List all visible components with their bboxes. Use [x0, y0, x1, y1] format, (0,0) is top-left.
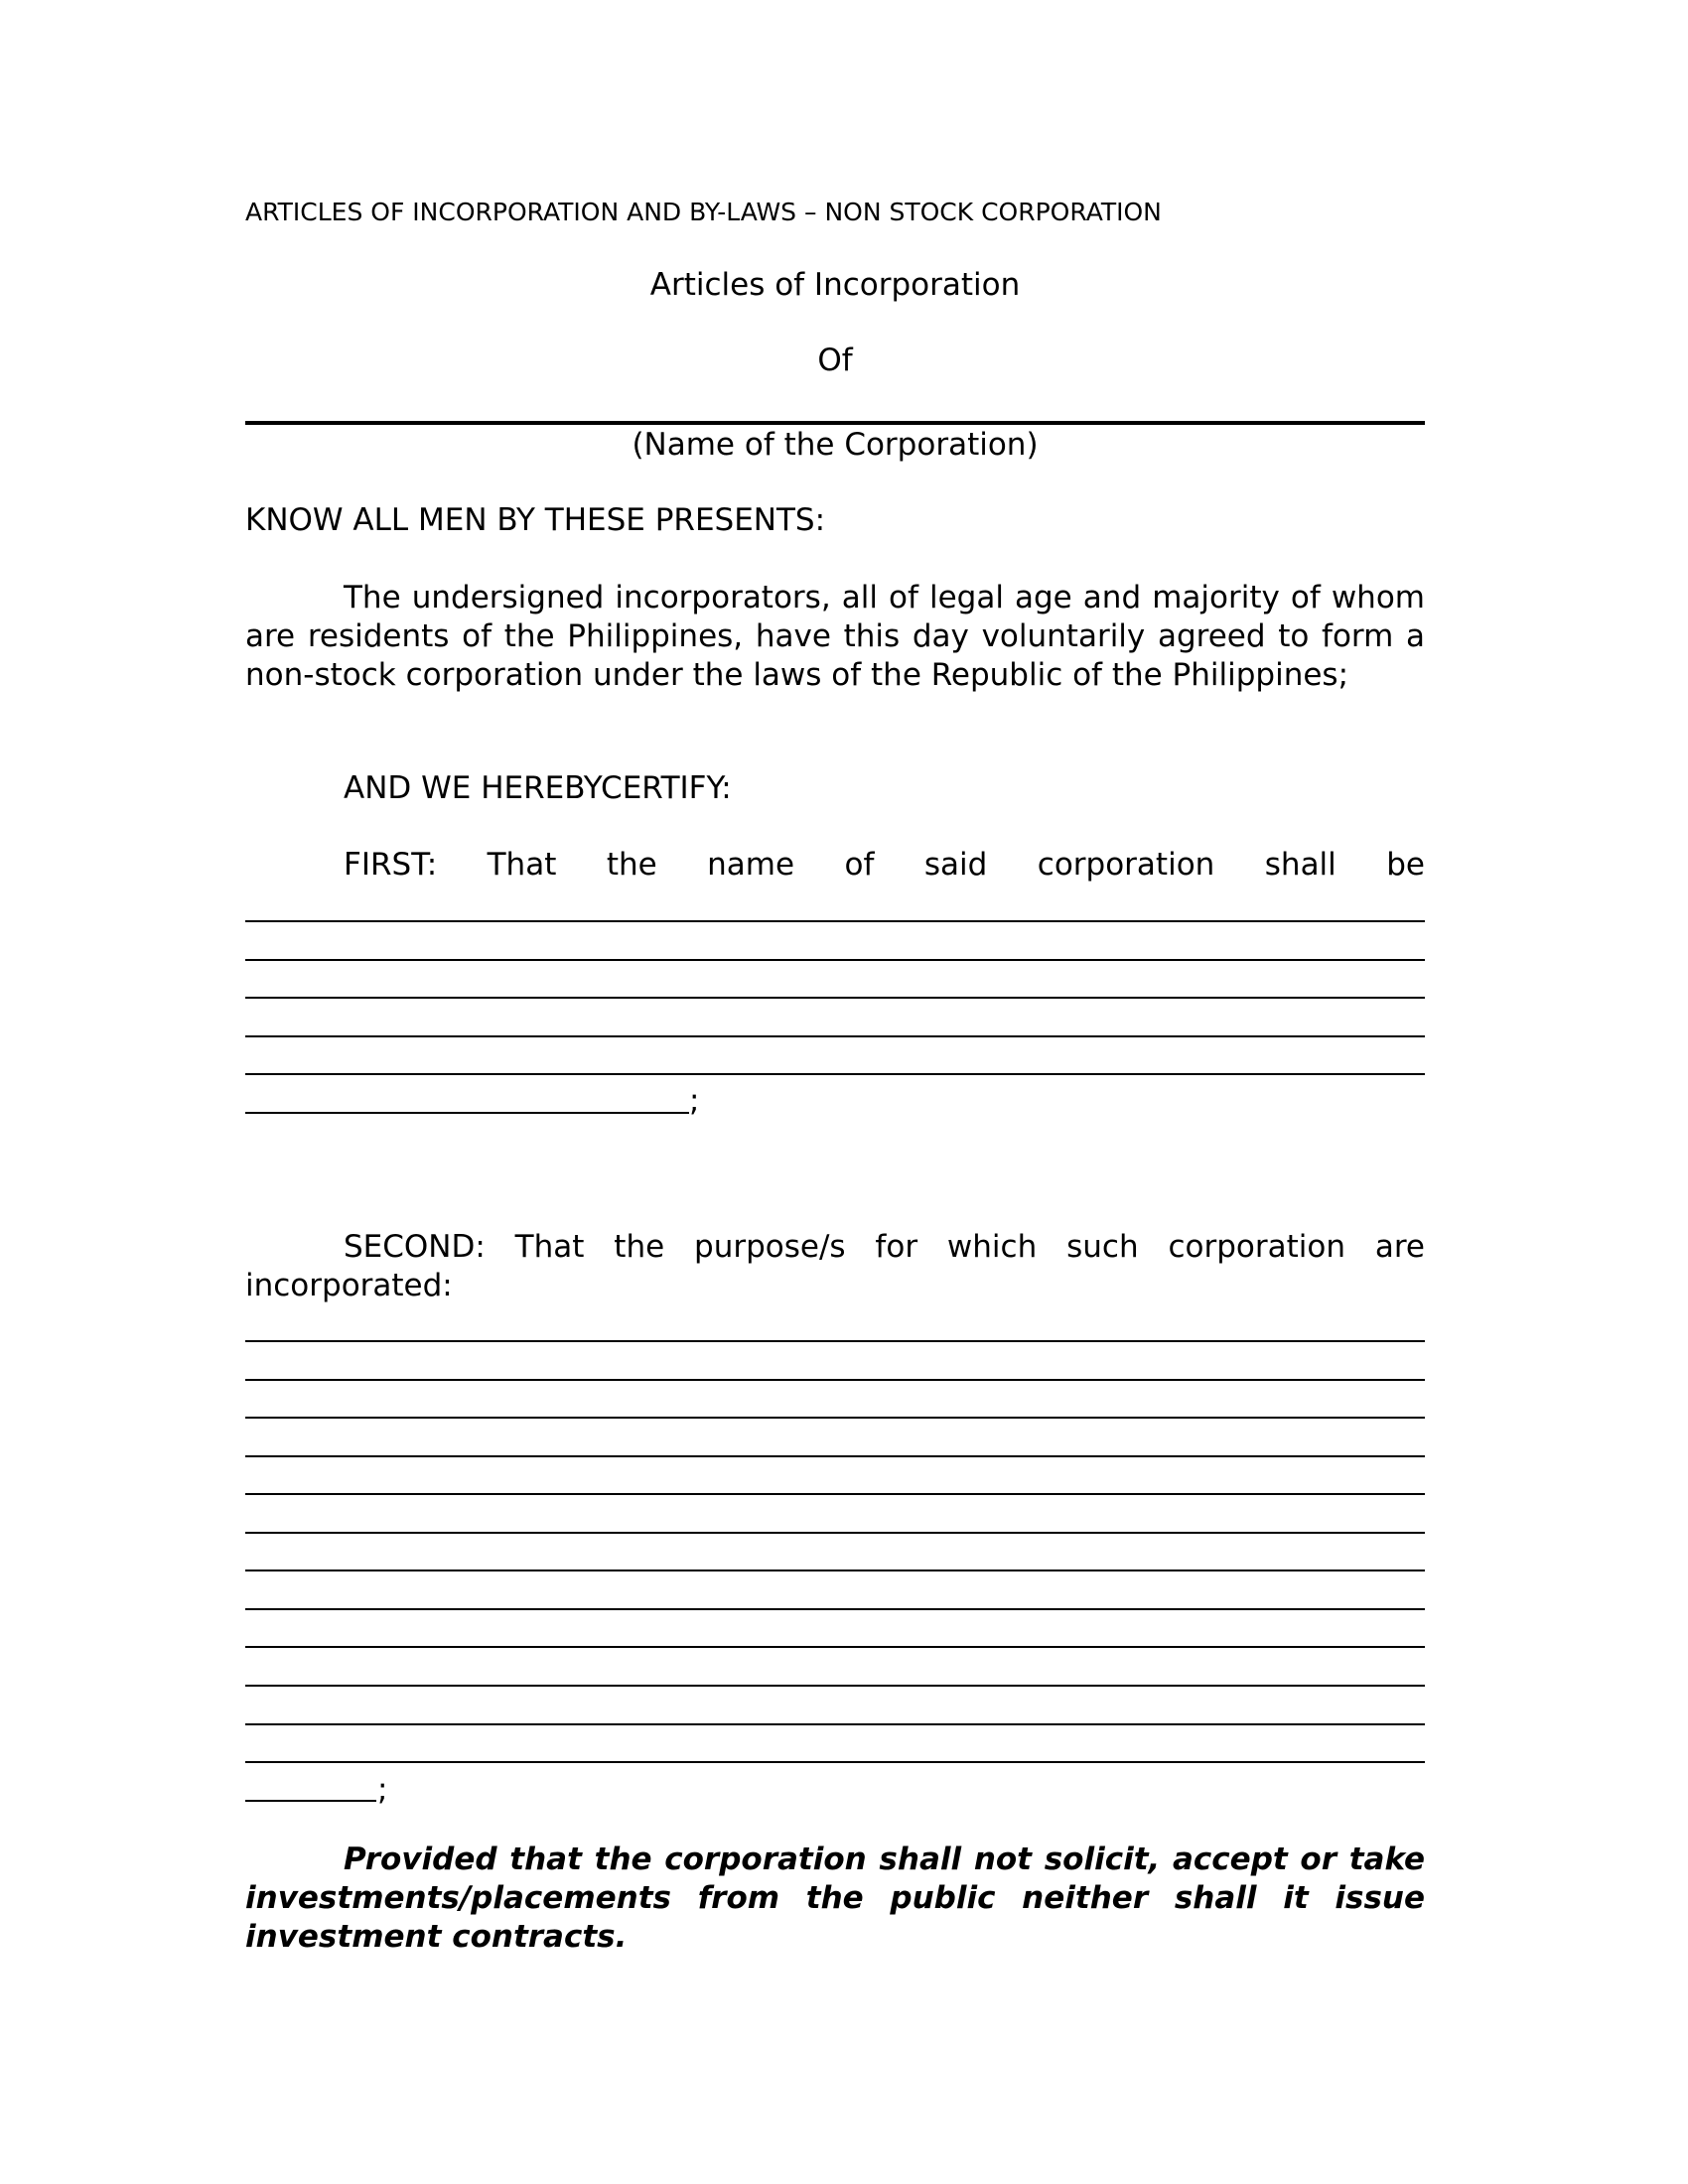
blank-fill-line[interactable]	[245, 997, 1425, 999]
blank-fill-line[interactable]	[245, 1532, 1425, 1534]
first-word: be	[1386, 847, 1425, 883]
blank-fill-line[interactable]	[245, 1073, 1425, 1075]
know-all-men: KNOW ALL MEN BY THESE PRESENTS:	[245, 502, 826, 538]
blank-fill-line[interactable]	[245, 1112, 689, 1114]
blank-fill-line[interactable]	[245, 959, 1425, 961]
document-title: Articles of Incorporation	[649, 267, 1021, 303]
blank-fill-line[interactable]	[245, 1608, 1425, 1610]
title-of: Of	[817, 342, 853, 378]
name-caption: (Name of the Corporation)	[632, 427, 1039, 463]
blank-fill-line[interactable]	[245, 1379, 1425, 1381]
proviso-paragraph: Provided that the corporation shall not solicit, accept or take investments/placements from the public neither shall it issue investment contracts.	[245, 1842, 1425, 1955]
blank-fill-line[interactable]	[245, 1570, 1425, 1571]
blank-fill-line[interactable]	[245, 1761, 1425, 1763]
first-word: FIRST:	[344, 847, 438, 883]
corporation-name-line[interactable]	[245, 421, 1425, 425]
blank-fill-line[interactable]	[245, 1685, 1425, 1687]
second-semicolon: ;	[377, 1772, 388, 1808]
document-header: ARTICLES OF INCORPORATION AND BY-LAWS – NON STOCK CORPORATION	[245, 198, 1162, 226]
blank-fill-line[interactable]	[245, 1417, 1425, 1419]
blank-fill-line[interactable]	[245, 1035, 1425, 1037]
blank-fill-line[interactable]	[245, 1493, 1425, 1495]
blank-fill-line[interactable]	[245, 1646, 1425, 1648]
first-clause	[245, 846, 1425, 885]
certify-statement: AND WE HEREBYCERTIFY:	[344, 770, 732, 806]
first-word: corporation	[1037, 847, 1215, 883]
first-word: said	[923, 847, 988, 883]
first-word: name	[707, 847, 795, 883]
blank-fill-line[interactable]	[245, 1800, 376, 1802]
intro-paragraph: The undersigned incorporators, all of legal age and majority of whom are residents of the Philippines, have this day voluntarily agreed to form a non-stock corporation under the laws of the Republic of the Philippines;	[245, 580, 1425, 693]
first-word: of	[844, 847, 875, 883]
first-word: the	[606, 847, 657, 883]
blank-fill-line[interactable]	[245, 1455, 1425, 1457]
blank-fill-line[interactable]	[245, 920, 1425, 922]
blank-fill-line[interactable]	[245, 1340, 1425, 1342]
first-word: That	[487, 847, 557, 883]
first-semicolon: ;	[689, 1083, 700, 1119]
blank-fill-line[interactable]	[245, 1723, 1425, 1725]
first-word: shall	[1264, 847, 1336, 883]
second-clause: SECOND: That the purpose/s for which such corporation are incorporated:	[245, 1229, 1425, 1303]
